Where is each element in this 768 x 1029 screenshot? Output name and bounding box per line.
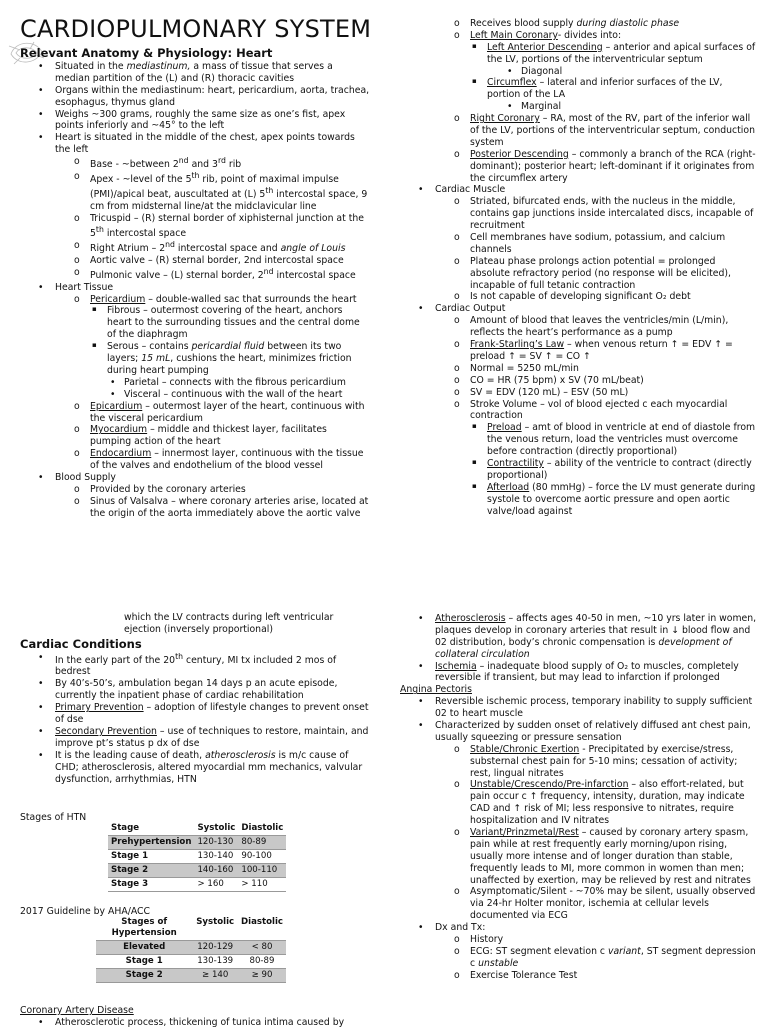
list-item: o Pericardium – double-walled sac that surrounds the heart ▪ Fibrous – outermost covering of the heart, anchors heart to the surrounding tissues and the central dome of the diaphragm ▪ Serous – contains pericardial fluid between its two layers; 15 mL, cushions the heart, minimizes friction during heart pumping • Parietal – connects with the fibrous pericardium • Visceral – continuous with the wall of the heart xyxy=(55,294,370,401)
list-item: o Amount of blood that leaves the ventricles/min (L/min), reflects the heart’s performance as a pump xyxy=(454,315,729,339)
table-row: Stage 1 130-139 80-89 xyxy=(96,955,286,969)
list-item: ▪ Left Anterior Descending – anterior and apical surfaces of the LV, portions of the interventricular septum • Diagonal xyxy=(470,42,758,78)
aha-acc-hypertension-table xyxy=(96,916,286,983)
list-item: o Is not capable of developing significant O₂ debt xyxy=(454,291,691,303)
table-row: Stage 3 > 160 > 110 xyxy=(108,878,286,892)
left-column-top xyxy=(20,61,370,520)
list-item: o History xyxy=(454,934,504,946)
list-item: • Atherosclerosis – affects ages 40-50 in men, ~10 yrs later in women, plaques develop in coronary arteries that result in ↓ blood flow and 02 distribution, body’s chronic compensation is development of collateral circulation xyxy=(418,613,757,660)
list-item: • Reversible ischemic process, temporary inability to supply sufficient 02 to heart muscle xyxy=(418,696,753,720)
list-item: • Parietal – connects with the fibrous pericardium xyxy=(110,376,346,388)
list-item: ▪ Afterload (80 mmHg) – force the LV must generate during systole to overcome aortic pressure and open aortic valve/load against xyxy=(472,481,756,517)
list-item: o Cell membranes have sodium, potassium, and calcium channels xyxy=(454,232,726,255)
hypertension-stages-table xyxy=(108,822,286,892)
list-item: o Plateau phase prolongs action potential = prolonged absolute refractory period (no response will be elicited), incapable of full tetanic contraction xyxy=(454,255,732,291)
anatomy-heading: Relevant Anatomy & Physiology: Heart xyxy=(20,46,273,60)
list-item: ▪ Preload – amt of blood in ventricle at end of diastole from the venous return, load the ventricles must overcome before contraction (directly proportional) xyxy=(472,422,756,458)
list-item: o Right Atrium – 2nd intercostal space and angle of Louis xyxy=(74,239,346,254)
table-row: Stage 2 ≥ 140 ≥ 90 xyxy=(96,969,286,983)
list-item: • Blood Supply o Provided by the coronary arteries o Sinus of Valsalva – where coronary arteries arise, located at the origin of the aorta immediately above the aortic valve xyxy=(38,471,369,519)
list-item: • It is the leading cause of death, atherosclerosis is m/c cause of CHD; atherosclerosis, altered myocardial mm mechanics, valvular dysfunction, arrhythmias, HTN xyxy=(38,749,363,785)
cad-heading: Coronary Artery Disease xyxy=(20,1005,134,1016)
table-header: Systolic xyxy=(197,823,236,833)
list-item: o Endocardium – innermost layer, continuous with the tissue of the valves and endothelium of the blood vessel xyxy=(74,448,364,472)
table-row: Elevated 120-129 < 80 xyxy=(96,941,286,955)
right-column-bottom xyxy=(400,613,758,982)
right-column-top xyxy=(400,18,758,517)
list-item: o SV = EDV (120 mL) – ESV (50 mL) xyxy=(454,386,629,398)
list-item: ▪ Serous – contains pericardial fluid between its two layers; 15 mL, cushions the heart, minimizes friction during heart pumping • Parietal – connects with the fibrous pericardium • Visceral – continuous with the wall of the heart xyxy=(90,341,370,400)
list-item: o Posterior Descending – commonly a branch of the RCA (right-dominant); posterior heart; left-dominant if it originates from the circumflex artery xyxy=(454,148,756,184)
list-item: o Base - ~between 2nd and 3rd rib xyxy=(74,156,242,171)
table-header: Stages of Hypertension xyxy=(111,917,177,938)
list-item: o Variant/Prinzmetal/Rest – caused by coronary artery spasm, pain while at rest frequently early morning/upon rising, usually more intense and of longer duration than stable, frequently leads to MI, more common in women than men; unaffected by exertion, may be relieved by rest and nitrates xyxy=(454,827,751,886)
list-item: o Aortic valve – (R) sternal border, 2nd intercostal space xyxy=(74,254,344,266)
left-column-bottom xyxy=(20,612,370,785)
table-row: Prehypertension 120-130 80-89 xyxy=(108,836,286,850)
list-item: o Provided by the coronary arteries xyxy=(74,483,246,495)
list-item: • Heart is situated in the middle of the chest, apex points towards the left o Base - ~between 2nd and 3rd rib o Apex - ~level of the 5th rib, point of maximal impulse (PMI)/apical beat, auscultated at (L) 5th intercostal space, 9 cm from midsternal line/at the midclavicular line o Tricuspid – (R) sternal border of xiphisternal junction at the 5th intercostal space o Right Atrium – 2nd intercostal space and angle of Louis o Aortic valve – (R) sternal border, 2nd intercostal space o Pulmonic valve – (L) sternal border, 2nd intercostal space xyxy=(20,132,370,281)
list-item: o Epicardium – outermost layer of the heart, continuous with the visceral pericardium xyxy=(74,400,365,424)
stages-label: Stages of HTN xyxy=(20,812,87,823)
list-item: • Cardiac Output o Amount of blood that leaves the ventricles/min (L/min), reflects the heart’s performance as a pump o Frank-Starling’s Law – when venous return ↑ = EDV ↑ = preload ↑ = SV ↑ = CO ↑ o Normal = 5250 mL/min o CO = HR (75 bpm) x SV (70 mL/beat) o SV = EDV (120 mL) – ESV (50 mL) o Stroke Volume – vol of blood ejected c each myocardial contraction ▪ Preload – amt of blood in ventricle at end of diastole from the venous return, load the ventricles must overcome before contraction (directly proportional) ▪ Contractility – ability of the ventricle to contract (directly proportional) ▪ Afterload (80 mmHg) – force the LV must generate during systole to overcome aortic pressure and open aortic valve/load against xyxy=(400,303,758,517)
list-item: o Sinus of Valsalva – where coronary arteries arise, located at the origin of the aorta immediately above the aortic valve xyxy=(74,495,369,519)
list-item: o ECG: ST segment elevation c variant, ST segment depression c unstable xyxy=(454,945,756,969)
table-header: Diastolic xyxy=(241,917,283,927)
list-item: • Characterized by sudden onset of relatively diffused ant chest pain, usually squeezing or pressure sensation o Stable/Chronic Exertion - Precipitated by exercise/stress, substernal chest pain for 5-10 mins; cessation of activity; rest, lingual nitrates o Unstable/Crescendo/Pre-infarction – also effort-related, but pain occur c ↑ frequency, intensity, duration, may indicate CAD and ↑ risk of MI; less responsive to nitrates, require hospitalization and IV nitrates o Variant/Prinzmetal/Rest – caused by coronary artery spasm, pain while at rest frequently early morning/upon rising, usually more intense and of longer duration than stable, frequently leads to MI, more common in women than men; unaffected by exertion, may be relieved by rest and nitrates o Asymptomatic/Silent - ~70% may be silent, usually observed via 24-hr Holter monitor, ischemia at cellular levels documented via ECG xyxy=(400,720,758,922)
list-item: • Marginal xyxy=(507,101,562,113)
list-item: ▪ Contractility – ability of the ventricle to contract (directly proportional) xyxy=(472,457,752,481)
list-item: • Cardiac Muscle o Striated, bifurcated ends, with the nucleus in the middle, contains gap junctions inside intercalated discs, incapable of recruitment o Cell membranes have sodium, potassium, and calcium channels o Plateau phase prolongs action potential = prolonged absolute refractory period (no response will be elicited), incapable of full tetanic contraction o Is not capable of developing significant O₂ debt xyxy=(400,184,758,303)
list-item: o Striated, bifurcated ends, with the nucleus in the middle, contains gap junctions inside intercalated discs, incapable of recruitment xyxy=(454,196,754,232)
list-item: o Asymptomatic/Silent - ~70% may be silent, usually observed via 24-hr Holter monitor, ischemia at cellular levels documented via ECG xyxy=(454,886,756,922)
section-heading: Cardiac Conditions xyxy=(20,636,142,651)
page-title: CARDIOPULMONARY SYSTEM xyxy=(20,15,372,43)
guideline-label: 2017 Guideline by AHA/ACC xyxy=(20,906,151,917)
list-item: • Primary Prevention – adoption of lifestyle changes to prevent onset of dse xyxy=(38,702,369,726)
table-header: Stage xyxy=(111,823,140,833)
list-item: • Heart Tissue o Pericardium – double-walled sac that surrounds the heart ▪ Fibrous – outermost covering of the heart, anchors heart to the surrounding tissues and the central dome of the diaphragm ▪ Serous – contains pericardial fluid between its two layers; 15 mL, cushions the heart, minimizes friction during heart pumping • Parietal – connects with the fibrous pericardium • Visceral – continuous with the wall of the heart o Epicardium – outermost layer of the heart, continuous with the visceral pericardium o Myocardium – middle and thickest layer, facilitates pumping action of the heart o Endocardium – innermost layer, continuous with the tissue of the valves and endothelium of the blood vessel xyxy=(20,282,370,472)
list-item: o Pulmonic valve – (L) sternal border, 2nd intercostal space xyxy=(74,266,356,281)
list-item: o Stroke Volume – vol of blood ejected c each myocardial contraction ▪ Preload – amt of blood in ventricle at end of diastole from the venous return, load the ventricles must overcome before contraction (directly proportional) ▪ Contractility – ability of the ventricle to contract (directly proportional) ▪ Afterload (80 mmHg) – force the LV must generate during systole to overcome aortic pressure and open aortic valve/load against xyxy=(435,399,758,518)
table-row: Stage 1 130-140 90-100 xyxy=(108,850,286,864)
list-item: • Atherosclerotic process, thickening of tunica intima caused by xyxy=(38,1017,345,1028)
list-item: o CO = HR (75 bpm) x SV (70 mL/beat) xyxy=(454,374,644,386)
list-item: o Receives blood supply during diastolic phase xyxy=(454,18,680,29)
list-item: • Situated in the mediastinum, a mass of tissue that serves a median partition of the (L) and (R) thoracic cavities xyxy=(38,61,333,84)
list-item: ▪ Fibrous – outermost covering of the heart, anchors heart to the surrounding tissues and the central dome of the diaphragm xyxy=(92,305,360,341)
list-item: • Secondary Prevention – use of techniques to restore, maintain, and improve pt’s status p dx of dse xyxy=(38,725,369,749)
list-item: o Normal = 5250 mL/min xyxy=(454,362,579,374)
list-item: • In the early part of the 20th century, MI tx included 2 mos of bedrest xyxy=(38,651,337,678)
list-item: • Weighs ~300 grams, roughly the same size as one’s fist, apex points inferiorly and ~45° to the left xyxy=(38,108,346,132)
angina-heading: Angina Pectoris xyxy=(400,684,472,696)
list-item: o Unstable/Crescendo/Pre-infarction – also effort-related, but pain occur c ↑ frequency, intensity, duration, may indicate CAD and ↑ risk of MI; less responsive to nitrates, require hospitalization and IV nitrates xyxy=(454,779,745,827)
list-item: o Apex - ~level of the 5th rib, point of maximal impulse (PMI)/apical beat, auscultated at (L) 5th intercostal space, 9 cm from midsternal line/at the midclavicular line xyxy=(74,171,368,213)
list-item: o Exercise Tolerance Test xyxy=(454,969,578,981)
continued-text: which the LV contracts during left ventricular ejection (inversely proportional) xyxy=(124,612,334,635)
list-item: o Left Main Coronary- divides into: ▪ Left Anterior Descending – anterior and apical surfaces of the LV, portions of the interventricular septum • Diagonal ▪ Circumflex – lateral and inferior surfaces of the LV, portion of the LA • Marginal xyxy=(435,30,758,113)
list-item: o Tricuspid – (R) sternal border of xiphisternal junction at the 5th intercostal space xyxy=(74,212,364,239)
list-item: • By 40’s-50’s, ambulation began 14 days p an acute episode, currently the inpatient phase of cardiac rehabilitation xyxy=(38,678,338,702)
table-header: Systolic xyxy=(196,917,235,927)
list-item: • Dx and Tx: o History o ECG: ST segment elevation c variant, ST segment depression c unstable o Exercise Tolerance Test xyxy=(400,922,758,981)
list-item: • Organs within the mediastinum: heart, pericardium, aorta, trachea, esophagus, thymus gland xyxy=(38,84,370,108)
list-item: • Ischemia – inadequate blood supply of O₂ to muscles, completely reversible if transient, but may lead to infarction if prolonged xyxy=(418,660,739,684)
list-item: o Stable/Chronic Exertion - Precipitated by exercise/stress, substernal chest pain for 5-10 mins; cessation of activity; rest, lingual nitrates xyxy=(454,743,738,779)
list-item: ▪ Circumflex – lateral and inferior surfaces of the LV, portion of the LA • Marginal xyxy=(470,77,758,113)
table-row: Stage 2 140-160 100-110 xyxy=(108,864,286,878)
list-item: • Diagonal xyxy=(507,65,563,77)
list-item: o Right Coronary – RA, most of the RV, part of the inferior wall of the LV, portions of the interventricular septum, conduction system xyxy=(454,113,755,148)
list-item: • Visceral – continuous with the wall of the heart xyxy=(110,388,343,400)
list-item: o Myocardium – middle and thickest layer, facilitates pumping action of the heart xyxy=(74,424,327,448)
list-item: o Frank-Starling’s Law – when venous return ↑ = EDV ↑ = preload ↑ = SV ↑ = CO ↑ xyxy=(454,339,733,362)
cad-list xyxy=(20,1017,370,1029)
table-header: Diastolic xyxy=(241,823,284,833)
